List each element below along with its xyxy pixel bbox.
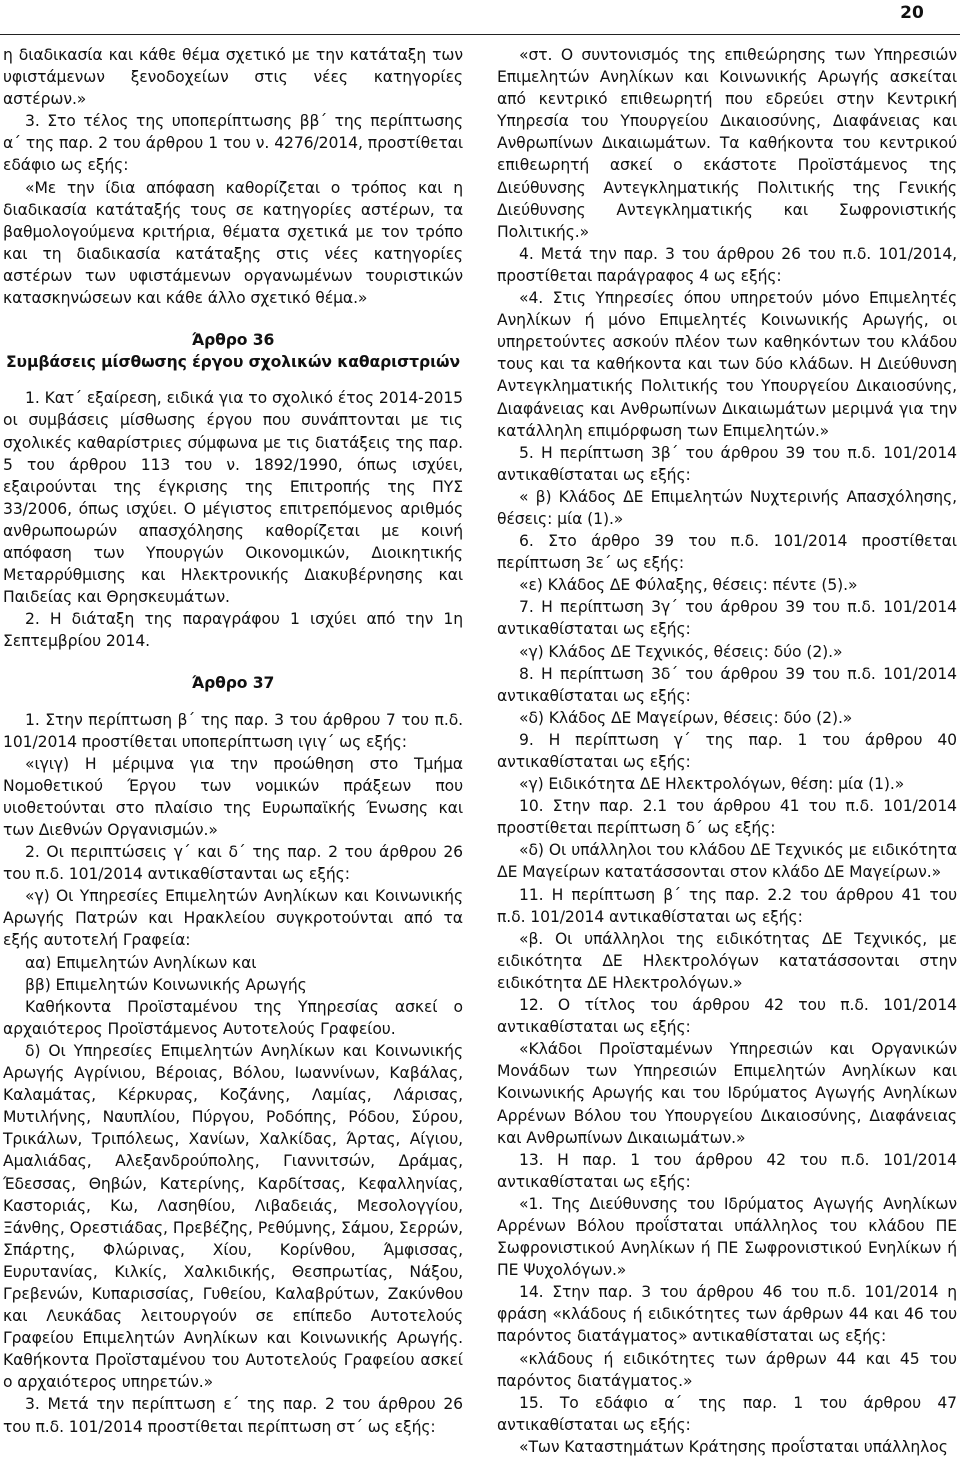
paragraph: 4. Μετά την παρ. 3 του άρθρου 26 του π.δ. 101/2014, προστίθεται παράγραφος 4 ως εξής: bbox=[497, 244, 957, 285]
paragraph: «δ) Οι υπάλληλοι του κλάδου ΔΕ Τεχνικός με ειδικότητα ΔΕ Μαγείρων κατατάσσονται στον κλάδο ΔΕ Μαγείρων.» bbox=[497, 841, 957, 882]
paragraph: 6. Στο άρθρο 39 του π.δ. 101/2014 προστίθεται περίπτωση 3ε΄ ως εξής: bbox=[497, 532, 957, 573]
paragraph: 13. Η παρ. 1 του άρθρου 42 του π.δ. 101/2014 αντικαθίσταται ως εξής: bbox=[497, 1150, 957, 1191]
article-36-title: Άρθρο 36 bbox=[191, 331, 275, 350]
paragraph: « β) Κλάδος ΔΕ Επιμελητών Νυχτερινής Απασχόλησης, θέσεις: μία (1).» bbox=[497, 487, 957, 528]
article-37-title: Άρθρο 37 bbox=[191, 674, 275, 693]
right-column bbox=[497, 44, 957, 1458]
paragraph: 2. Οι περιπτώσεις γ΄ και δ΄ της παρ. 2 του άρθρου 26 του π.δ. 101/2014 αντικαθίστανται ως εξής: bbox=[3, 843, 463, 884]
article-36-subtitle: Συμβάσεις μίσθωσης έργου σχολικών καθαριστριών bbox=[5, 353, 461, 372]
page-number: 20 bbox=[900, 3, 924, 23]
paragraph: «γ) Οι Υπηρεσίες Επιμελητών Ανηλίκων και Κοινωνικής Αρωγής Πατρών και Ηρακλείου συγκροτούνται από τα εξής αυτοτελή Γραφεία: bbox=[3, 887, 463, 950]
paragraph: «δ) Κλάδος ΔΕ Μαγείρων, θέσεις: δύο (2).» bbox=[519, 708, 853, 727]
paragraph: «Κλάδοι Προϊσταμένων Υπηρεσιών και Οργανικών Μονάδων των Υπηρεσιών Επιμελητών Ανηλίκων και Κοινωνικής Αρωγής και του Ιδρύματος Αγωγής Ανηλίκων Αρρένων Βόλου του Υπουργείου Δικαιοσύνης, Διαφάνειας και Ανθρωπίνων Δικαιωμάτων.» bbox=[497, 1040, 957, 1147]
paragraph: «ιγιγ) Η μέριμνα για την προώθηση στο Τμήμα Νομοθετικού Έργου των νομικών πράξεων που υιοθετούνται στο πλαίσιο της Ευρωπαϊκής Ένωσης και των Διεθνών Οργανισμών.» bbox=[3, 754, 463, 839]
paragraph: 8. Η περίπτωση 3δ΄ του άρθρου 39 του π.δ. 101/2014 αντικαθίσταται ως εξής: bbox=[497, 664, 957, 705]
header-rule bbox=[0, 34, 960, 35]
paragraph: «ε) Κλάδος ΔΕ Φύλαξης, θέσεις: πέντε (5).» bbox=[519, 576, 858, 595]
paragraph: Καθήκοντα Προϊσταμένου της Υπηρεσίας ασκεί ο αρχαιότερος Προϊστάμενος Αυτοτελούς Γραφείου. bbox=[3, 997, 463, 1038]
paragraph: 14. Στην παρ. 3 του άρθρου 46 του π.δ. 101/2014 η φράση «κλάδους ή ειδικότητες των άρθρων 44 και 46 του παρόντος διατάγματος» αντικαθίσταται ως εξής: bbox=[497, 1283, 957, 1346]
paragraph: η διαδικασία και κάθε θέμα σχετικό με την κατάταξη των υφιστάμενων ξενοδοχείων στις νέες κατηγορίες αστέρων.» bbox=[3, 46, 463, 109]
paragraph: 2. Η διάταξη της παραγράφου 1 ισχύει από την 1η Σεπτεμβρίου 2014. bbox=[3, 610, 463, 651]
paragraph: 11. Η περίπτωση β΄ της παρ. 2.2 του άρθρου 41 του π.δ. 101/2014 αντικαθίσταται ως εξής: bbox=[497, 885, 957, 926]
paragraph: 10. Στην παρ. 2.1 του άρθρου 41 του π.δ. 101/2014 προστίθεται περίπτωση δ΄ ως εξής: bbox=[497, 797, 957, 838]
paragraph: 15. Το εδάφιο α΄ της παρ. 1 του άρθρου 47 αντικαθίσταται ως εξής: bbox=[497, 1393, 957, 1434]
paragraph: δ) Οι Υπηρεσίες Επιμελητών Ανηλίκων και Κοινωνικής Αρωγής Αγρίνιου, Βέροιας, Βόλου, Ιωαννίνων, Καβάλας, Καλαμάτας, Κέρκυρας, Κοζάνης, Λαμίας, Λάρισας, Μυτιλήνης, Ναυπλίου, Πύργου, Ροδόπης, Ρόδου, Σύρου, Τρικάλων, Τριπόλεως, Χανίων, Χαλκίδας, Άρτας, Αίγιου, Αμαλιάδας, Αλεξανδρούπολης, Γιαννιτσών, Δράμας, Έδεσσας, Θηβών, Κατερίνης, Καρδίτσας, Κεφαλληνίας, Καστοριάς, Κω, Λασηθίου, Λιβαδειάς, Μεσολογγίου, Ξάνθης, Ορεστιάδας, Πρεβέζης, Ρεθύμνης, Σάμου, Σερρών, Σπάρτης, Φλώρινας, Χίου, Κορίνθου, Άμφισσας, Ευρυτανίας, Κιλκίς, Χαλκιδικής, Θεσπρωτίας, Νάξου, Γρεβενών, Κυπαρισσίας, Γυθείου, Καλαβρύτων, Ζακύνθου και Λευκάδας λειτουργούν σε επίπεδο Αυτοτελούς Γραφείου Επιμελητών Ανηλίκων και Κοινωνικής Αρωγής. Καθήκοντα Προϊσταμένου του Αυτοτελούς Γραφείου ασκεί ο αρχαιότερος υπηρετών.» bbox=[3, 1041, 463, 1392]
paragraph: «1. Της Διεύθυνσης του Ιδρύματος Αγωγής Ανηλίκων Αρρένων Βόλου προΐσταται υπάλληλος του κλάδου ΠΕ Σωφρονιστικού Ανηλίκων ή ΠΕ Σωφρονιστικού Ενηλίκων ή ΠΕ Ψυχολόγων.» bbox=[497, 1194, 957, 1280]
paragraph: «κλάδους ή ειδικότητες των άρθρων 44 και 45 του παρόντος διατάγματος.» bbox=[497, 1349, 957, 1390]
paragraph: «Με την ίδια απόφαση καθορίζεται ο τρόπος και η διαδικασία κατάταξής τους σε κατηγορίες αστέρων, τα βαθμολογούμενα κριτήρια, θέματα σχετικά με τον τρόπο και τη διαδικασία κατάταξης στις νέες κατηγορίες αστέρων των υφιστάμενων οργανωμένων τουριστικών κατασκηνώσεων και κάθε άλλο σχετικό θέμα.» bbox=[3, 178, 463, 308]
page-header bbox=[0, 0, 960, 36]
paragraph: 7. Η περίπτωση 3γ΄ του άρθρου 39 του π.δ. 101/2014 αντικαθίσταται ως εξής: bbox=[497, 598, 957, 639]
paragraph: 5. Η περίπτωση 3β΄ του άρθρου 39 του π.δ. 101/2014 αντικαθίσταται ως εξής: bbox=[497, 443, 957, 484]
paragraph: «4. Στις Υπηρεσίες όπου υπηρετούν μόνο Επιμελητές Ανηλίκων ή μόνο Επιμελητές Κοινωνικής Αρωγής, οι υπηρετούντες ασκούν πλέον των καθηκόντων του κλάδου τους και τα καθήκοντα και των δύο κλάδων. Η Διεύθυνση Αντεγκληματικής Πολιτικής του Υπουργείου Δικαιοσύνης, Διαφάνειας και Ανθρωπίνων Δικαιωμάτων μεριμνά για την κατάλληλη επιμόρφωση των Επιμελητών.» bbox=[497, 289, 957, 440]
paragraph: 9. Η περίπτωση γ΄ της παρ. 1 του άρθρου 40 αντικαθίσταται ως εξής: bbox=[497, 730, 957, 771]
left-column bbox=[3, 44, 463, 1438]
paragraph: 1. Στην περίπτωση β΄ της παρ. 3 του άρθρου 7 του π.δ. 101/2014 προστίθεται υποπερίπτωση ιγιγ΄ ως εξής: bbox=[3, 710, 463, 751]
paragraph: αα) Επιμελητών Ανηλίκων και bbox=[25, 953, 257, 972]
paragraph: «γ) Κλάδος ΔΕ Τεχνικός, θέσεις: δύο (2).» bbox=[519, 642, 843, 661]
paragraph: «Των Καταστημάτων Κράτησης προΐσταται υπάλληλος bbox=[519, 1437, 948, 1456]
paragraph: 1. Κατ΄ εξαίρεση, ειδικά για το σχολικό έτος 2014-2015 οι συμβάσεις μίσθωσης έργου που συνάπτονται με τις σχολικές καθαρίστριες σύμφωνα με τις διατάξεις της παρ. 5 του άρθρου 113 του ν. 1892/1990, όπως ισχύει, εξαιρούνται της έγκρισης της Επιτροπής της ΠΥΣ 33/2006, όπως ισχύει. Ο μέγιστος επιτρεπόμενος αριθμός ανθρωποωρών απασχόλησης καθορίζεται με κοινή απόφαση των Υπουργών Οικονομικών, Διοικητικής Μεταρρύθμισης και Ηλεκτρονικής Διακυβέρνησης και Παιδείας και Θρησκευμάτων. bbox=[3, 389, 463, 607]
paragraph: 3. Μετά την περίπτωση ε΄ της παρ. 2 του άρθρου 26 του π.δ. 101/2014 προστίθεται περίπτωση στ΄ ως εξής: bbox=[3, 1395, 463, 1436]
paragraph: 3. Στο τέλος της υποπερίπτωσης ββ΄ της περίπτωσης α΄ της παρ. 2 του άρθρου 1 του ν. 4276/2014, προστίθεται εδάφιο ως εξής: bbox=[3, 112, 463, 175]
paragraph: 12. Ο τίτλος του άρθρου 42 του π.δ. 101/2014 αντικαθίσταται ως εξής: bbox=[497, 996, 957, 1037]
paragraph: «στ. Ο συντονισμός της επιθεώρησης των Υπηρεσιών Επιμελητών Ανηλίκων και Κοινωνικής Αρωγής ασκείται από κεντρικό επιθεωρητή που εδρεύει στην Κεντρική Υπηρεσία του Υπουργείου Δικαιοσύνης, Διαφάνειας και Ανθρωπίνων Δικαιωμάτων. Τα καθήκοντα του κεντρικού επιθεωρητή ασκεί ο εκάστοτε Προϊστάμενος της Διεύθυνσης Αντεγκληματικής Πολιτικής της Γενικής Διεύθυνσης Αντεγκληματικής και Σωφρονιστικής Πολιτικής.» bbox=[497, 46, 957, 241]
paragraph: «β. Οι υπάλληλοι της ειδικότητας ΔΕ Τεχνικός, με ειδικότητα ΔΕ Ηλεκτρολόγων κατατάσσονται στην ειδικότητα ΔΕ Ηλεκτρολόγων.» bbox=[497, 929, 957, 992]
paragraph: ββ) Επιμελητών Κοινωνικής Αρωγής bbox=[25, 975, 307, 994]
paragraph: «γ) Ειδικότητα ΔΕ Ηλεκτρολόγων, θέση: μία (1).» bbox=[519, 775, 905, 794]
